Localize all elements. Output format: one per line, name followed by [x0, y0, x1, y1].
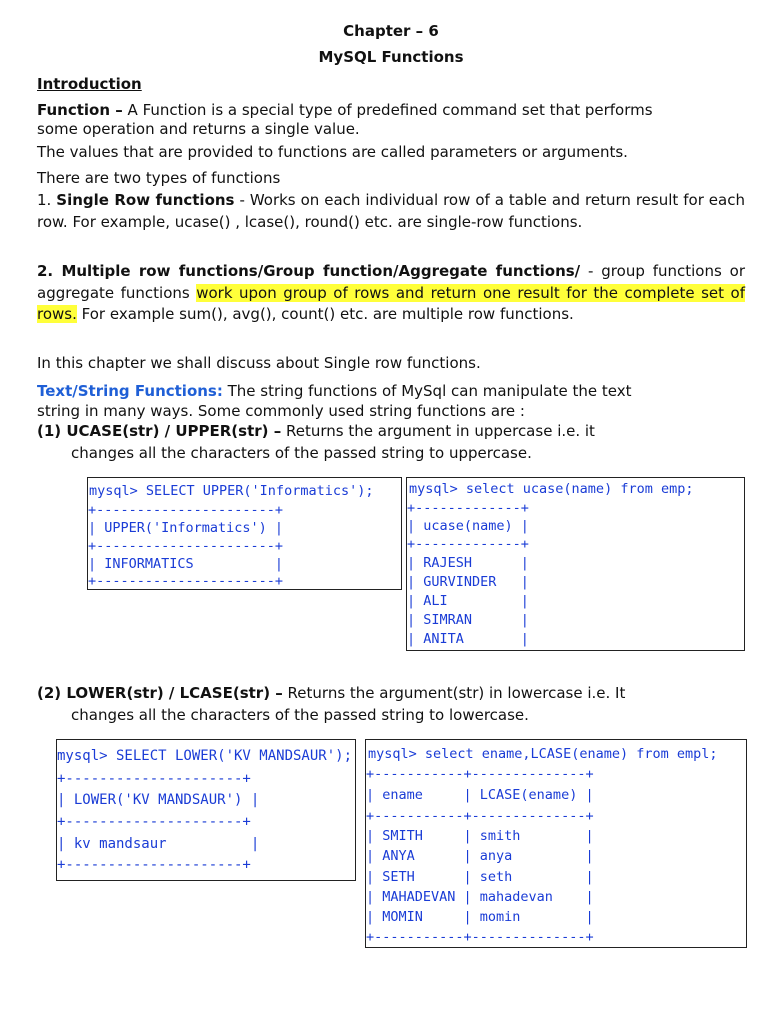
query-line: mysql> select ucase(name) from emp;: [409, 481, 694, 497]
table-border: +----------------------+: [88, 573, 284, 589]
function-definition-line-1: [37, 101, 653, 119]
lcase-desc-1: Returns the argument(str) in lowercase i.e. It: [282, 684, 626, 702]
ucase-heading: (1) UCASE(str) / UPPER(str) –: [37, 422, 282, 440]
table-border: +-------------+: [407, 536, 529, 552]
table-border: +-------------+: [407, 500, 529, 516]
single-row-term: Single Row functions: [56, 191, 235, 209]
table-border: +----------------------+: [88, 502, 284, 518]
table-row: | SMITH | smith |: [366, 828, 594, 844]
text-functions-term: Text/String Functions:: [37, 382, 223, 400]
table-border: +---------------------+: [57, 771, 251, 787]
multi-row-desc-2: For example sum(), avg(), count() etc. are multiple row functions.: [76, 305, 574, 323]
function-term: Function –: [37, 101, 123, 119]
types-line: There are two types of functions: [37, 169, 281, 187]
table-row: | ANYA | anya |: [366, 848, 594, 864]
multi-row-paragraph: [37, 261, 745, 326]
lcase-query-screenshot: [365, 739, 747, 948]
multi-row-term: 2. Multiple row functions/Group function/Aggregate functions/: [37, 262, 581, 280]
lower-query-screenshot: [56, 739, 356, 881]
table-header: | ucase(name) |: [407, 518, 529, 534]
table-row: | ANITA |: [407, 631, 529, 647]
query-line: mysql> SELECT UPPER('Informatics');: [89, 483, 374, 499]
upper-query-screenshot: [87, 477, 402, 590]
table-header: | UPPER('Informatics') |: [88, 520, 284, 536]
table-row: | ALI |: [407, 593, 529, 609]
multi-row-highlight: work upon group of rows and return one result for the complete set of rows.: [37, 283, 745, 323]
table-border: +----------------------+: [88, 538, 284, 554]
table-row: | MAHADEVAN | mahadevan |: [366, 889, 594, 905]
table-row: | SIMRAN |: [407, 612, 529, 628]
query-line: mysql> select ename,LCASE(ename) from empl;: [368, 746, 718, 762]
table-border: +-----------+--------------+: [366, 808, 594, 824]
table-row: | GURVINDER |: [407, 574, 529, 590]
table-row: | kv mandsaur |: [57, 836, 260, 852]
table-border: +---------------------+: [57, 814, 251, 830]
lcase-desc-2: changes all the characters of the passed string to lowercase.: [71, 706, 529, 724]
ucase-heading-line: [37, 422, 595, 440]
ucase-desc-1: Returns the argument in uppercase i.e. it: [281, 422, 595, 440]
query-line: mysql> SELECT LOWER('KV MANDSAUR');: [57, 748, 353, 764]
intro-heading: Introduction: [37, 75, 142, 93]
table-header: | ename | LCASE(ename) |: [366, 787, 594, 803]
single-row-desc: - Works on each individual row of a table and return result for each row. For example, ucase() , lcase(), round() etc. are single-row functions.: [37, 191, 745, 231]
table-border: +-----------+--------------+: [366, 766, 594, 782]
lcase-heading-line: [37, 684, 625, 702]
chapter-discuss-line: In this chapter we shall discuss about Single row functions.: [37, 354, 481, 372]
multi-row-desc-1: - group functions or aggregate functions: [37, 262, 745, 302]
text-functions-desc-2: string in many ways. Some commonly used string functions are :: [37, 402, 525, 420]
table-row: | RAJESH |: [407, 555, 529, 571]
ucase-query-screenshot: [406, 477, 745, 651]
text-functions-desc-1: The string functions of MySql can manipulate the text: [222, 382, 632, 400]
table-border: +---------------------+: [57, 857, 251, 873]
table-row: | SETH | seth |: [366, 869, 594, 885]
table-header: | LOWER('KV MANDSAUR') |: [57, 792, 260, 808]
params-line: The values that are provided to functions are called parameters or arguments.: [37, 143, 628, 161]
single-row-paragraph: [37, 190, 745, 233]
table-border: +-----------+--------------+: [366, 929, 594, 945]
table-row: | INFORMATICS |: [88, 556, 284, 572]
lcase-heading: (2) LOWER(str) / LCASE(str) –: [37, 684, 283, 702]
function-def-2: some operation and returns a single value.: [37, 120, 360, 138]
chapter-number: Chapter – 6: [343, 22, 439, 40]
ucase-desc-2: changes all the characters of the passed string to uppercase.: [71, 444, 532, 462]
function-def-1: A Function is a special type of predefined command set that performs: [122, 101, 653, 119]
table-row: | MOMIN | momin |: [366, 909, 594, 925]
single-num: 1.: [37, 191, 52, 209]
text-functions-line-1: [37, 382, 631, 400]
page-title: MySQL Functions: [318, 48, 464, 66]
